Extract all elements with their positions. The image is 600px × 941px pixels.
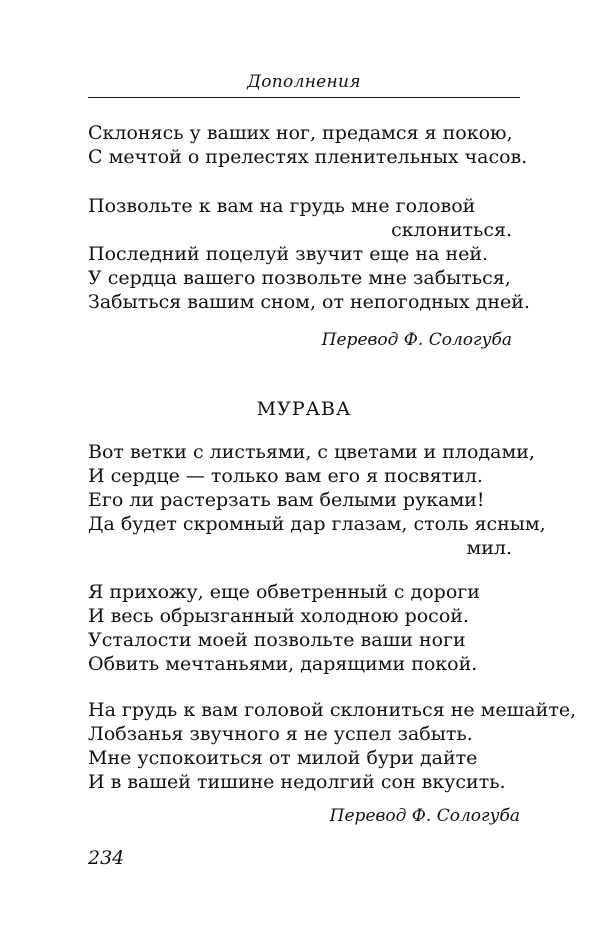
running-head: Дополнения bbox=[247, 72, 361, 92]
poem-line: Лобзанья звучного я не успел забыть. bbox=[88, 723, 473, 745]
poem-line: Забыться вашим сном, от непогодных дней. bbox=[88, 291, 530, 313]
poem-title: МУРАВА bbox=[256, 398, 352, 420]
poem-line: И весь обрызганный холодною росой. bbox=[88, 605, 469, 627]
poem-line: Вот ветки с листьями, с цветами и плодами, bbox=[88, 441, 535, 463]
translator-credit: Перевод Ф. Сологуба bbox=[329, 806, 520, 826]
poem-line: Позвольте к вам на грудь мне головой bbox=[88, 195, 476, 217]
poem-line: Склонясь у ваших ног, предамся я покою, bbox=[88, 122, 513, 144]
poem-line-wrapped: склониться. bbox=[391, 219, 512, 241]
poem-line: Обвить мечтаньями, дарящими покой. bbox=[88, 653, 478, 675]
poem-line: Последний поцелуй звучит еще на ней. bbox=[88, 243, 489, 265]
poem-line: У сердца вашего позвольте мне забыться, bbox=[88, 267, 511, 289]
translator-credit: Перевод Ф. Сологуба bbox=[321, 330, 512, 350]
poem-line-wrapped: мил. bbox=[466, 537, 512, 559]
poem-line: Я прихожу, еще обветренный с дороги bbox=[88, 581, 480, 603]
poem-line: Да будет скромный дар глазам, столь ясным, bbox=[88, 513, 546, 535]
page-number: 234 bbox=[88, 847, 125, 869]
poem-line: И сердце — только вам его я посвятил. bbox=[88, 465, 483, 487]
poem-line: На грудь к вам головой склониться не мешайте, bbox=[88, 699, 577, 721]
poem-line: С мечтой о прелестях пленительных часов. bbox=[88, 146, 528, 168]
poem-line: Усталости моей позвольте ваши ноги bbox=[88, 629, 466, 651]
poem-line: И в вашей тишине недолгий сон вкусить. bbox=[88, 771, 506, 793]
poem-line: Его ли растерзать вам белыми руками! bbox=[88, 489, 485, 511]
poem-line: Мне успокоиться от милой бури дайте bbox=[88, 747, 478, 769]
header-rule bbox=[88, 97, 520, 98]
